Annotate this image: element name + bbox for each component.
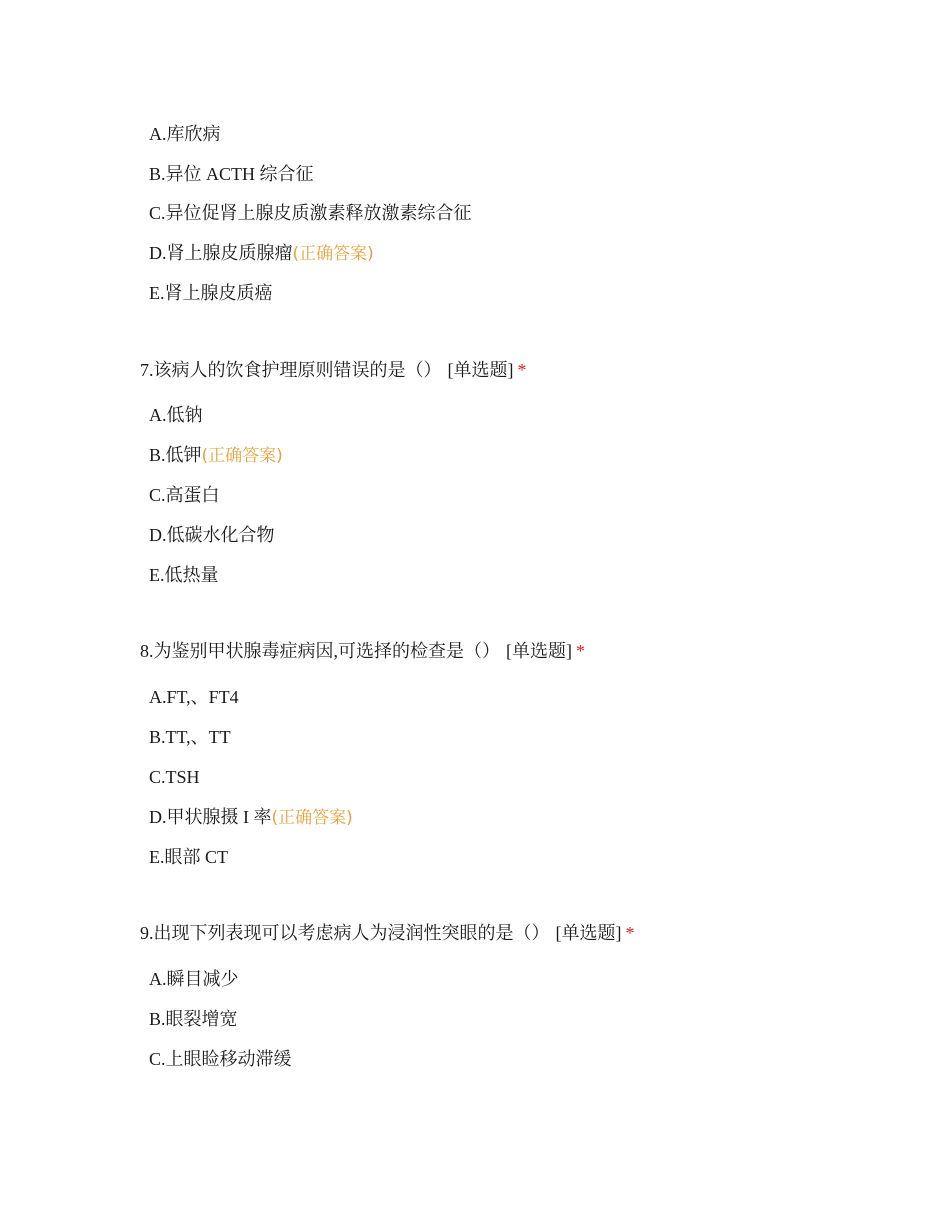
option-text: B.异位 ACTH 综合征 (149, 164, 314, 184)
option-6b (149, 163, 314, 185)
option-text: E.肾上腺皮质癌 (149, 283, 273, 303)
required-mark: * (576, 641, 585, 661)
correct-answer-tag: (正确答案) (201, 446, 283, 466)
question-type-badge: [单选题] (506, 641, 572, 661)
option-text: D.甲状腺摄 I 率 (149, 807, 272, 827)
option-text: D.肾上腺皮质腺瘤 (149, 243, 293, 263)
option-text: D.低碳水化合物 (149, 525, 275, 545)
option-7c (149, 484, 220, 506)
option-9a (149, 968, 239, 990)
option-9b (149, 1008, 238, 1030)
option-text: A.FT,、FT4 (149, 687, 239, 707)
option-text: C.异位促肾上腺皮质激素释放激素综合征 (149, 203, 472, 223)
correct-answer-tag: (正确答案) (292, 244, 374, 264)
option-6e (149, 282, 273, 304)
question-text: 7.该病人的饮食护理原则错误的是（） (140, 360, 442, 380)
option-9c (149, 1048, 292, 1070)
required-mark: * (625, 923, 635, 943)
option-7e (149, 564, 219, 586)
option-7a (149, 404, 203, 426)
question-text: 9.出现下列表现可以考虑病人为浸润性突眼的是（） (140, 923, 550, 943)
option-text: C.上眼睑移动滞缓 (149, 1049, 292, 1069)
option-8e (149, 846, 228, 868)
option-text: A.库欣病 (149, 124, 221, 144)
option-7b (149, 444, 283, 467)
question-title (140, 359, 527, 381)
required-mark: * (517, 360, 527, 380)
option-8c (149, 766, 200, 788)
correct-answer-tag: (正确答案) (271, 808, 353, 828)
option-text: E.低热量 (149, 565, 219, 585)
option-6c (149, 202, 472, 224)
option-text: A.低钠 (149, 405, 203, 425)
option-text: B.眼裂增宽 (149, 1009, 238, 1029)
question-title (140, 922, 635, 944)
option-text: E.眼部 CT (149, 847, 228, 867)
option-text: C.TSH (149, 767, 200, 787)
question-text: 8.为鉴别甲状腺毒症病因,可选择的检查是（） (140, 641, 500, 661)
option-text: C.高蛋白 (149, 485, 220, 505)
option-7d (149, 524, 275, 546)
option-6a (149, 123, 221, 145)
question-type-badge: [单选题] (447, 360, 514, 380)
option-8d (149, 806, 353, 829)
question-title (140, 640, 585, 662)
option-text: B.TT,、TT (149, 727, 231, 747)
option-8b (149, 726, 231, 748)
option-text: B.低钾 (149, 445, 202, 465)
option-6d (149, 242, 374, 265)
option-8a (149, 686, 239, 708)
question-type-badge: [单选题] (555, 923, 622, 943)
option-text: A.瞬目减少 (149, 969, 239, 989)
